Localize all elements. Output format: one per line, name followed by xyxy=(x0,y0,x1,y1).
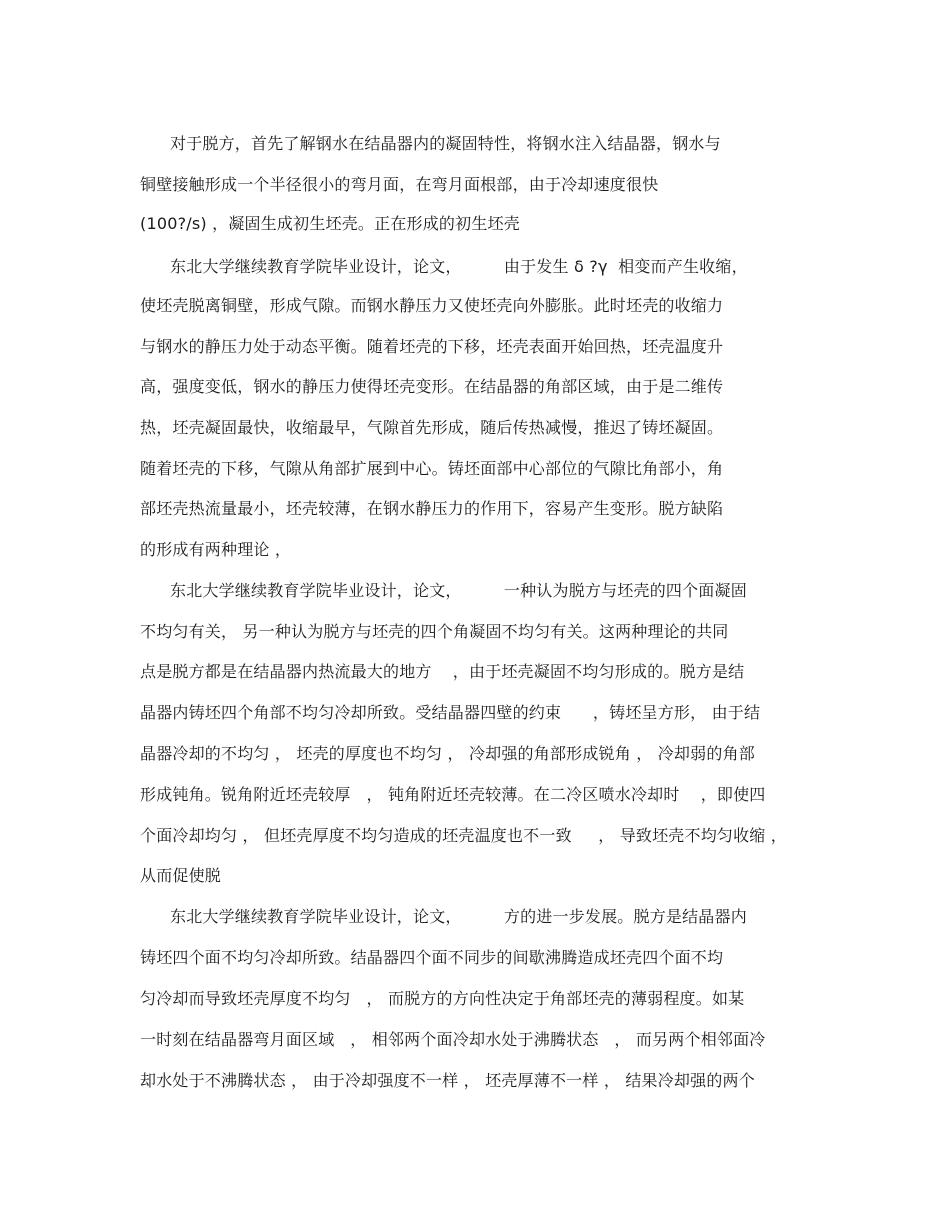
text-line: 个面冷却均匀 ， 但坯壳厚度不均匀造成的坯壳温度也不一致 ， 导致坯壳不均匀收缩 ， xyxy=(140,826,787,845)
text-line: 东北大学继续教育学院毕业设计，论文， 由于发生 δ ?γ 相变而产生收缩， xyxy=(170,257,748,276)
text-line: 晶器冷却的不均匀 ， 坯壳的厚度也不均匀 ， 冷却强的角部形成锐角 ， 冷却弱的角部 xyxy=(140,744,755,763)
text-line: 晶器内铸坯四个角部不均匀冷却所致。受结晶器四壁的约束 ，铸坯呈方形， 由于结 xyxy=(140,703,761,722)
text-line: (100?/s) ，凝固生成初生坯壳。正在形成的初生坯壳 xyxy=(140,214,520,233)
text-line: 点是脱方都是在结晶器内热流最大的地方 ，由于坯壳凝固不均匀形成的。脱方是结 xyxy=(140,662,745,681)
text-line: 匀冷却而导致坯壳厚度不均匀 ， 而脱方的方向性决定于角部坯壳的薄弱程度。如某 xyxy=(140,989,745,1008)
text-line: 的形成有两种理论 ， xyxy=(140,540,292,559)
text-line: 高，强度变低，钢水的静压力使得坯壳变形。在结晶器的角部区域，由于是二维传 xyxy=(140,377,724,396)
text-line: 东北大学继续教育学院毕业设计，论文， 一种认为脱方与坯壳的四个面凝固 xyxy=(170,581,747,600)
text-line: 热，坯壳凝固最快，收缩最早，气隙首先形成，随后传热减慢，推迟了铸坯凝固。 xyxy=(140,418,724,437)
text-line: 使坯壳脱离铜壁，形成气隙。而钢水静压力又使坯壳向外膨胀。此时坯壳的收缩力 xyxy=(140,296,724,315)
text-line: 随着坯壳的下移，气隙从角部扩展到中心。铸坯面部中心部位的气隙比角部小，角 xyxy=(140,459,724,478)
text-line: 东北大学继续教育学院毕业设计，论文， 方的进一步发展。脱方是结晶器内 xyxy=(170,907,747,926)
text-line: 部坯壳热流量最小，坯壳较薄，在钢水静压力的作用下，容易产生变形。脱方缺陷 xyxy=(140,499,724,518)
text-line: 对于脱方，首先了解钢水在结晶器内的凝固特性，将钢水注入结晶器，钢水与 xyxy=(170,134,721,153)
text-line: 与钢水的静压力处于动态平衡。随着坯壳的下移，坯壳表面开始回热，坯壳温度升 xyxy=(140,337,724,356)
text-line: 铸坯四个面不均匀冷却所致。结晶器四个面不同步的间歇沸腾造成坯壳四个面不均 xyxy=(140,948,724,967)
text-line: 从而促使脱 xyxy=(140,866,222,885)
text-line: 铜壁接触形成一个半径很小的弯月面，在弯月面根部，由于冷却速度很快 xyxy=(140,175,659,194)
text-line: 却水处于不沸腾状态 ， 由于冷却强度不一样 ， 坯壳厚薄不一样 ， 结果冷却强的两个 xyxy=(140,1071,755,1090)
text-line: 一时刻在结晶器弯月面区域 ， 相邻两个面冷却水处于沸腾状态 ， 而另两个相邻面冷 xyxy=(140,1030,766,1049)
text-line: 形成钝角。锐角附近坯壳较厚 ， 钝角附近坯壳较薄。在二冷区喷水冷却时 ，即使四 xyxy=(140,785,766,804)
text-line: 不均匀有关， 另一种认为脱方与坯壳的四个角凝固不均匀有关。这两种理论的共同 xyxy=(140,622,729,641)
